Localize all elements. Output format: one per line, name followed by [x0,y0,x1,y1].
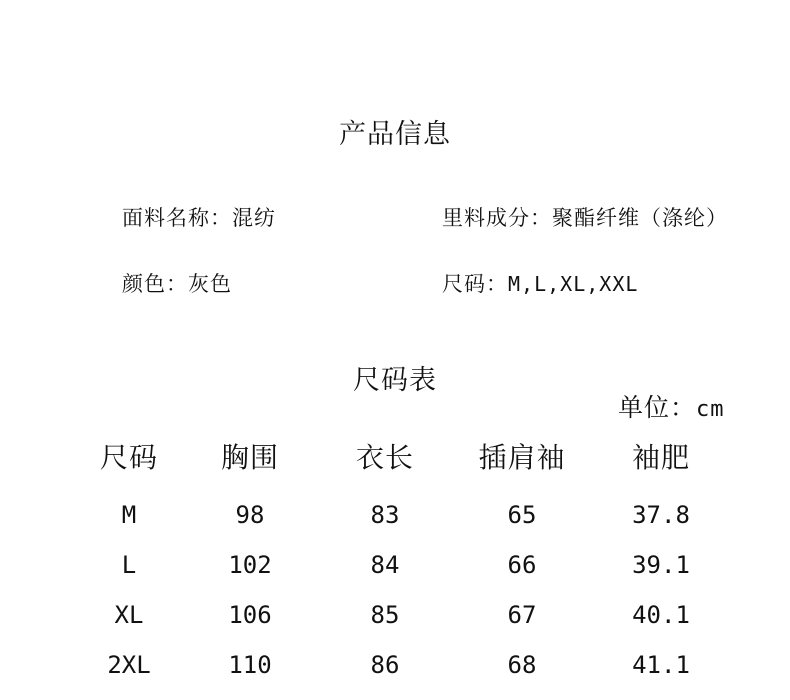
cell-sleeve-width: 40.1 [632,601,690,629]
cell-chest: 106 [228,601,272,629]
cell-size: XL [114,601,144,629]
lining-value: 聚酯纤维（涤纶） [552,206,728,230]
table-row [70,490,740,540]
cell-chest: 110 [228,651,272,679]
cell-raglan-sleeve: 66 [507,551,537,579]
cell-length: 86 [370,651,400,679]
cell-raglan-sleeve: 68 [507,651,537,679]
product-info-title: 产品信息 [339,119,451,150]
header-size: 尺码 [99,441,158,474]
cell-length: 85 [370,601,400,629]
cell-sleeve-width: 37.8 [632,501,690,529]
size-table [70,432,740,690]
cell-size: L [121,551,137,579]
cell-length: 84 [370,551,400,579]
table-header-row [70,432,740,480]
size-chart-title: 尺码表 [353,365,437,396]
color-value: 灰色 [188,272,232,296]
header-chest: 胸围 [220,441,279,474]
color-label: 颜色： [122,272,188,296]
table-row [70,640,740,690]
cell-sleeve-width: 39.1 [632,551,690,579]
unit-field [618,388,725,424]
table-row [70,540,740,590]
lining-label: 里料成分： [442,206,552,230]
unit-value: cm [696,397,725,422]
cell-length: 83 [370,501,400,529]
fabric-name-field [122,202,276,232]
size-label: 尺码： [442,272,508,296]
cell-raglan-sleeve: 65 [507,501,537,529]
unit-label: 单位： [618,393,697,422]
cell-size: 2XL [107,651,151,679]
cell-sleeve-width: 41.1 [632,651,690,679]
header-length: 衣长 [355,441,414,474]
cell-chest: 98 [235,501,265,529]
cell-chest: 102 [228,551,272,579]
header-sleeve-width: 袖肥 [631,441,690,474]
cell-size: M [121,501,137,529]
fabric-name-label: 面料名称： [122,206,232,230]
header-raglan-sleeve: 插肩袖 [478,441,566,474]
fabric-name-value: 混纺 [232,206,276,230]
table-row [70,590,740,640]
size-value: M,L,XL,XXL [508,272,639,296]
cell-raglan-sleeve: 67 [507,601,537,629]
color-field [122,268,232,298]
lining-field [442,202,728,232]
size-field [442,268,638,298]
